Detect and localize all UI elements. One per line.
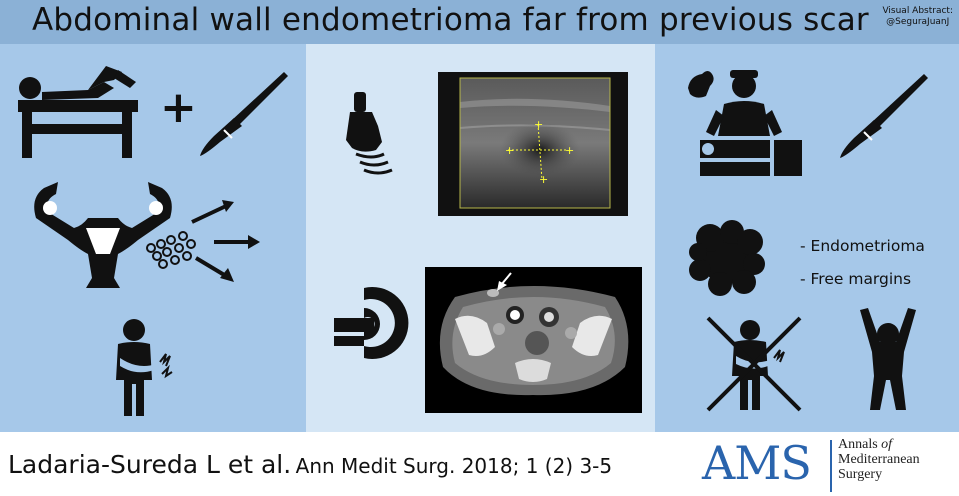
logo-line3: Surgery bbox=[838, 467, 883, 482]
visual-abstract-credit bbox=[882, 6, 953, 28]
credit-handle: @SeguraJuanJ bbox=[886, 17, 950, 27]
citation bbox=[8, 450, 612, 479]
finding-endometrioma: - Endometrioma bbox=[800, 237, 925, 255]
mri-scanner-icon bbox=[334, 286, 416, 360]
scalpel-icon-right bbox=[838, 72, 930, 160]
citation-authors: Ladaria-Sureda L et al. bbox=[8, 450, 292, 479]
logo-journal-name bbox=[838, 437, 920, 482]
ct-scan-image bbox=[425, 267, 642, 413]
logo-line2: Mediterranean bbox=[838, 452, 920, 467]
patient-on-bed-icon bbox=[18, 62, 146, 160]
citation-journal: Ann Medit Surg. 2018; 1 (2) 3-5 bbox=[295, 454, 613, 478]
endometrioma-mass-icon bbox=[688, 220, 766, 296]
plus-sign: + bbox=[160, 82, 197, 133]
happy-person-icon bbox=[856, 306, 920, 412]
ultrasound-probe-icon bbox=[342, 90, 408, 182]
scalpel-icon bbox=[198, 70, 290, 158]
svg-text:+: + bbox=[539, 173, 549, 186]
page-title: Abdominal wall endometrioma far from previous scar bbox=[32, 2, 869, 38]
ultrasound-image bbox=[438, 72, 628, 216]
no-pain-crossed-person-icon bbox=[706, 316, 802, 412]
svg-text:+: + bbox=[505, 144, 515, 157]
spread-arrows-icon bbox=[186, 196, 266, 288]
findings-list bbox=[800, 230, 925, 296]
finding-free-margins: - Free margins bbox=[800, 270, 912, 288]
logo-acronym: AMS bbox=[702, 436, 811, 490]
logo-divider bbox=[830, 440, 832, 492]
svg-text:+: + bbox=[565, 144, 575, 157]
abdominal-pain-person-icon bbox=[110, 318, 188, 418]
logo-line1-suffix: of bbox=[881, 437, 893, 452]
svg-text:+: + bbox=[534, 118, 544, 131]
surgeon-operating-icon bbox=[686, 66, 804, 184]
logo-line1-prefix: Annals bbox=[838, 437, 878, 452]
credit-label: Visual Abstract: bbox=[882, 6, 953, 16]
